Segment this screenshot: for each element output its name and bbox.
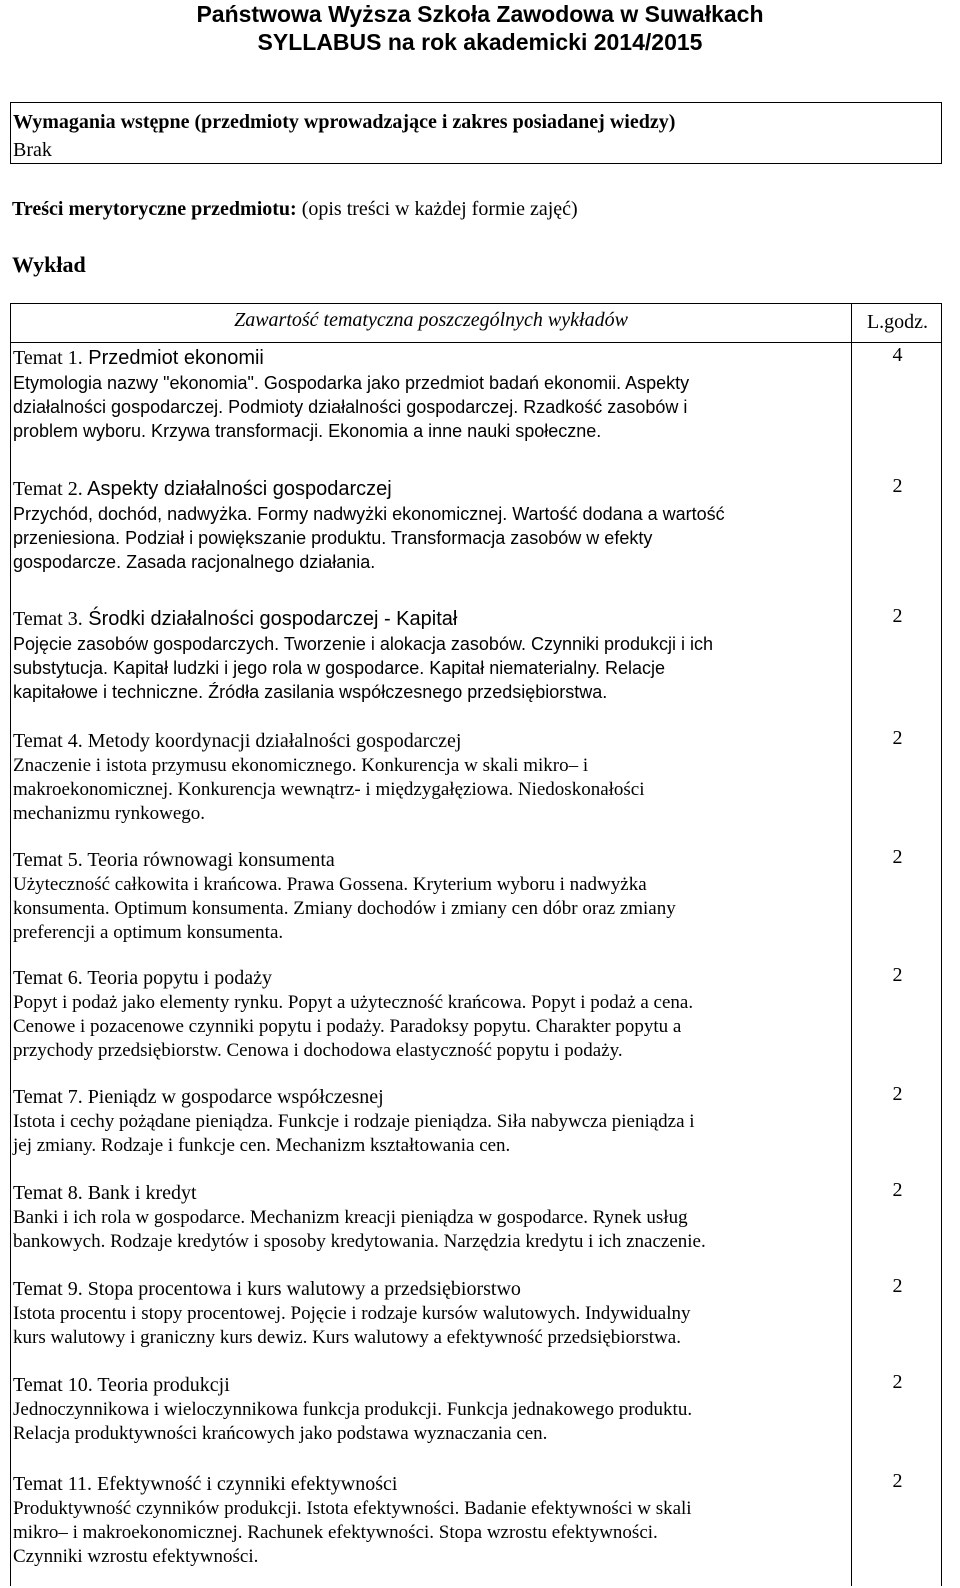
topic-heading [11,607,851,632]
topic-name: Teoria produkcji [97,1374,230,1396]
topic-block [11,848,851,945]
topic-description-line: Pojęcie zasobów gospodarczych. Tworzenie i alokacja zasobów. Czynniki produkcji i ich [13,634,714,654]
topic-hours: 2 [892,846,903,868]
topic-hours: 2 [892,1275,903,1297]
topic-description [11,502,851,574]
topic-description-line: Przychód, dochód, nadwyżka. Formy nadwyżki ekonomicznej. Wartość dodana a wartość [13,504,725,524]
topic-description-line: Produktywność czynników produkcji. Istota efektywności. Badanie efektywności w skali [13,1498,692,1519]
topic-description-line: problem wyboru. Krzywa transformacji. Ekonomia a inne nauki społeczne. [13,421,602,441]
requirements-title: Wymagania wstępne (przedmioty wprowadzające i zakres posiadanej wiedzy) [13,111,676,133]
topic-name: Teoria popytu i podaży [87,967,272,989]
topic-heading [11,346,851,371]
topic-heading [11,729,851,754]
topic-label: Temat 2. [13,478,83,500]
topic-label: Temat 10. [13,1374,93,1396]
topic-hours: 2 [892,605,903,627]
table-header-hours: L.godz. [866,311,929,333]
institution-name: Państwowa Wyższa Szkoła Zawodowa w Suwałkach [196,1,764,27]
requirements-value: Brak [13,139,52,161]
topic-description-line: Jednoczynnikowa i wieloczynnikowa funkcja produkcji. Funkcja jednakowego produktu. [13,1399,693,1420]
topic-name: Bank i kredyt [87,1182,197,1204]
topic-label: Temat 4. [13,730,83,752]
topic-heading [11,1472,851,1497]
topic-name: Efektywność i czynniki efektywności [96,1473,398,1495]
topic-label: Temat 6. [13,967,83,989]
topic-label: Temat 3. [13,608,83,630]
topic-heading [11,1277,851,1302]
topic-label: Temat 7. [13,1086,83,1108]
topic-name: Teoria równowagi konsumenta [87,849,335,871]
table-header-topics: Zawartość tematyczna poszczególnych wykładów [234,309,628,331]
topic-description-line: Czynniki wzrostu efektywności. [13,1546,259,1567]
topic-block [11,477,851,574]
topic-description-line: mechanizmu rynkowego. [13,803,206,824]
topic-hours: 2 [892,1083,903,1105]
topic-hours: 2 [892,475,903,497]
topic-label: Temat 1. [13,347,83,369]
topic-description [11,1497,851,1569]
topic-name: Stopa procentowa i kurs walutowy a przedsiębiorstwo [87,1278,521,1300]
topic-description-line: Cenowe i pozacenowe czynniki popytu i podaży. Paradoksy popytu. Charakter popytu a [13,1016,682,1037]
topic-block [11,1472,851,1569]
topic-description-line: preferencji a optimum konsumenta. [13,922,284,943]
topic-heading [11,1085,851,1110]
topic-name: Środki działalności gospodarczej - Kapitał [88,608,458,630]
topic-label: Temat 11. [13,1473,92,1495]
topic-description-line: przychody przedsiębiorstw. Cenowa i dochodowa elastyczność popytu i podaży. [13,1040,623,1061]
topic-description [11,1398,851,1446]
header-divider [11,342,941,343]
topic-description-line: gospodarcze. Zasada racjonalnego działania. [13,552,376,572]
topic-description-line: jej zmiany. Rodzaje i funkcje cen. Mechanizm kształtowania cen. [13,1135,511,1156]
topic-description [11,371,851,443]
topic-heading [11,1181,851,1206]
topic-heading [11,1373,851,1398]
topic-description [11,754,851,826]
topic-name: Aspekty działalności gospodarczej [87,478,392,500]
topic-description-line: bankowych. Rodzaje kredytów i sposoby kredytowania. Narzędzia kredytu i ich znaczenie. [13,1231,706,1252]
topic-block [11,1277,851,1350]
topic-label: Temat 9. [13,1278,83,1300]
topic-hours: 2 [892,727,903,749]
topic-description [11,1206,851,1254]
topic-description-line: Banki i ich rola w gospodarce. Mechanizm kreacji pieniądza w gospodarce. Rynek usług [13,1207,688,1228]
content-title [12,198,578,221]
topic-description [11,991,851,1063]
topic-hours: 2 [892,1371,903,1393]
topic-description-line: Użyteczność całkowita i krańcowa. Prawa Gossena. Kryterium wyboru i nadwyżka [13,874,647,895]
topic-description [11,873,851,945]
topic-label: Temat 5. [13,849,83,871]
topic-description-line: mikro– i makroekonomicznej. Rachunek efektywności. Stopa wzrostu efektywności. [13,1522,658,1543]
topic-block [11,346,851,443]
topic-description-line: kapitałowe i techniczne. Źródła zasilania współczesnego przedsiębiorstwa. [13,682,608,702]
topic-name: Metody koordynacji działalności gospodarczej [87,730,462,752]
topic-block [11,1181,851,1254]
topic-description-line: substytucja. Kapitał ludzki i jego rola w gospodarce. Kapitał niematerialny. Relacje [13,658,666,678]
topic-description-line: Popyt i podaż jako elementy rynku. Popyt a użyteczność krańcowa. Popyt i podaż a cena. [13,992,694,1013]
topic-description-line: kurs walutowy i graniczny kurs dewiz. Kurs walutowy a efektywność przedsiębiorstwa. [13,1327,681,1348]
topic-block [11,1373,851,1446]
topic-description [11,1302,851,1350]
topic-block [11,729,851,826]
lecture-topics-table [10,303,942,1586]
topic-block [11,966,851,1063]
topic-heading [11,966,851,991]
content-title-bold: Treści merytoryczne przedmiotu: [12,198,297,220]
topic-description-line: Relacja produktywności krańcowych jako podstawa wyznaczania cen. [13,1423,548,1444]
topic-heading [11,848,851,873]
topic-description-line: przeniesiona. Podział i powiększanie produktu. Transformacja zasobów w efekty [13,528,653,548]
topic-hours: 2 [892,1179,903,1201]
topic-name: Przedmiot ekonomii [88,347,264,369]
topic-description-line: makroekonomicznej. Konkurencja wewnątrz- i międzygałęziowa. Niedoskonałości [13,779,645,800]
topic-hours: 2 [892,1470,903,1492]
content-title-rest: (opis treści w każdej formie zajęć) [296,198,578,220]
topic-label: Temat 8. [13,1182,83,1204]
topic-description-line: Etymologia nazwy "ekonomia". Gospodarka jako przedmiot badań ekonomii. Aspekty [13,373,690,393]
document-header [0,0,960,56]
topic-description [11,1110,851,1158]
topic-block [11,1085,851,1158]
topic-description [11,632,851,704]
topic-name: Pieniądz w gospodarce współczesnej [87,1086,384,1108]
requirements-box [10,102,942,164]
topic-description-line: konsumenta. Optimum konsumenta. Zmiany dochodów i zmiany cen dóbr oraz zmiany [13,898,676,919]
topic-description-line: Znaczenie i istota przymusu ekonomicznego. Konkurencja w skali mikro– i [13,755,589,776]
section-title: Wykład [12,252,86,277]
topic-hours: 2 [892,964,903,986]
topic-description-line: działalności gospodarczej. Podmioty działalności gospodarczej. Rzadkość zasobów i [13,397,688,417]
topic-hours: 4 [892,344,903,366]
topic-block [11,607,851,704]
topic-description-line: Istota procentu i stopy procentowej. Pojęcie i rodzaje kursów walutowych. Indywidualny [13,1303,691,1324]
topic-heading [11,477,851,502]
topic-description-line: Istota i cechy pożądane pieniądza. Funkcje i rodzaje pieniądza. Siła nabywcza pieniądza i [13,1111,695,1132]
syllabus-year: SYLLABUS na rok akademicki 2014/2015 [257,29,703,55]
